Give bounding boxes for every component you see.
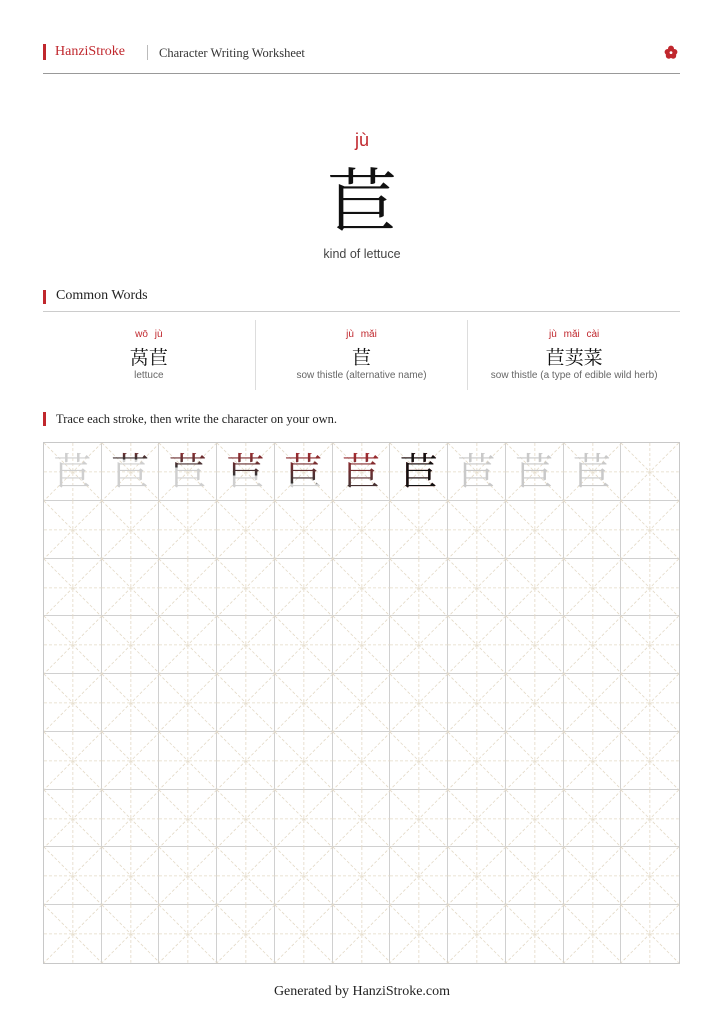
stroke-step-character: 苣 — [217, 443, 274, 500]
cell-guide-lines — [621, 443, 679, 501]
practice-cell[interactable] — [44, 501, 102, 559]
practice-cell[interactable] — [506, 790, 564, 848]
practice-cell[interactable] — [102, 905, 160, 963]
stroke-step-character: 苣 — [333, 443, 390, 500]
cell-guide-lines — [390, 559, 448, 617]
cell-guide-lines — [275, 905, 333, 963]
cell-guide-lines — [102, 790, 160, 848]
practice-cell[interactable] — [44, 905, 102, 963]
cell-guide-lines — [390, 847, 448, 905]
practice-cell[interactable] — [448, 790, 506, 848]
stroke-step-character: 苣 — [102, 443, 159, 500]
cell-guide-lines — [159, 790, 217, 848]
trace-cell[interactable] — [44, 443, 102, 501]
cell-guide-lines — [448, 616, 506, 674]
practice-cell[interactable] — [333, 501, 391, 559]
practice-cell[interactable] — [390, 501, 448, 559]
cell-guide-lines — [217, 674, 275, 732]
cell-guide-lines — [621, 790, 679, 848]
practice-cell[interactable] — [448, 905, 506, 963]
stroke-step-character: 苣 — [159, 443, 216, 500]
practice-cell[interactable] — [102, 732, 160, 790]
cell-guide-lines — [275, 674, 333, 732]
practice-cell[interactable] — [275, 559, 333, 617]
cell-guide-lines — [333, 559, 391, 617]
cell-guide-lines — [275, 559, 333, 617]
word-hanzi: 莴苣 — [129, 347, 168, 369]
practice-cell[interactable] — [102, 674, 160, 732]
cell-guide-lines — [44, 501, 102, 559]
practice-cell[interactable] — [217, 790, 275, 848]
practice-cell[interactable] — [506, 905, 564, 963]
worksheet-header — [43, 43, 680, 74]
practice-cell[interactable] — [564, 501, 622, 559]
trace-cell[interactable] — [217, 443, 275, 501]
section-divider — [43, 311, 680, 312]
practice-cell[interactable] — [448, 501, 506, 559]
cell-guide-lines — [217, 501, 275, 559]
practice-cell[interactable] — [333, 905, 391, 963]
cell-guide-lines — [621, 559, 679, 617]
cell-guide-lines — [102, 501, 160, 559]
trace-cell[interactable] — [448, 443, 506, 501]
trace-cell[interactable] — [159, 443, 217, 501]
cell-guide-lines — [390, 790, 448, 848]
cell-guide-lines — [275, 616, 333, 674]
cell-guide-lines — [159, 905, 217, 963]
brand-name[interactable]: HanziStroke — [55, 44, 125, 59]
practice-cell[interactable] — [390, 559, 448, 617]
practice-cell[interactable] — [217, 905, 275, 963]
header-divider — [147, 45, 148, 60]
cell-guide-lines — [333, 732, 391, 790]
cell-guide-lines — [448, 559, 506, 617]
word-card — [467, 320, 680, 390]
cell-guide-lines — [159, 732, 217, 790]
main-character: 苣 — [327, 161, 397, 243]
trace-character: 苣 — [515, 450, 554, 494]
practice-cell[interactable] — [333, 790, 391, 848]
practice-grid — [43, 442, 680, 964]
practice-cell[interactable] — [44, 790, 102, 848]
cell-guide-lines — [102, 847, 160, 905]
trace-cell[interactable] — [564, 443, 622, 501]
cell-guide-lines — [217, 790, 275, 848]
practice-cell[interactable] — [448, 616, 506, 674]
cell-guide-lines — [506, 905, 564, 963]
practice-cell[interactable] — [621, 501, 679, 559]
practice-cell[interactable] — [102, 559, 160, 617]
cell-guide-lines — [44, 790, 102, 848]
practice-cell[interactable] — [564, 616, 622, 674]
cell-guide-lines — [506, 847, 564, 905]
cell-guide-lines — [506, 501, 564, 559]
cell-guide-lines — [390, 905, 448, 963]
footer-credit: Generated by HanziStroke.com — [273, 984, 451, 999]
practice-cell[interactable] — [44, 847, 102, 905]
practice-cell[interactable] — [390, 790, 448, 848]
practice-cell[interactable] — [621, 559, 679, 617]
section-accent-bar — [43, 412, 46, 426]
cell-guide-lines — [333, 790, 391, 848]
stroke-step-character: 苣 — [399, 450, 438, 494]
header-title: Character Writing Worksheet — [159, 46, 305, 60]
cell-guide-lines — [564, 905, 622, 963]
character-pinyin: jù — [354, 130, 369, 150]
practice-cell[interactable] — [102, 616, 160, 674]
practice-cell[interactable] — [275, 674, 333, 732]
practice-cell[interactable] — [159, 559, 217, 617]
practice-cell[interactable] — [564, 559, 622, 617]
cell-guide-lines — [621, 616, 679, 674]
practice-cell[interactable] — [448, 559, 506, 617]
practice-cell[interactable] — [159, 674, 217, 732]
practice-cell[interactable] — [102, 501, 160, 559]
practice-cell[interactable] — [102, 790, 160, 848]
word-meaning: sow thistle (a type of edible wild herb) — [490, 370, 658, 381]
character-meaning: kind of lettuce — [323, 247, 401, 261]
practice-cell[interactable] — [102, 847, 160, 905]
practice-cell[interactable] — [275, 732, 333, 790]
cell-guide-lines — [159, 559, 217, 617]
practice-cell[interactable] — [44, 616, 102, 674]
practice-cell[interactable] — [448, 674, 506, 732]
trace-character: 苣 — [572, 450, 611, 494]
practice-cell[interactable] — [621, 847, 679, 905]
trace-cell[interactable] — [506, 443, 564, 501]
word-meaning: lettuce — [134, 370, 164, 381]
cell-guide-lines — [564, 732, 622, 790]
cell-guide-lines — [102, 674, 160, 732]
cell-guide-lines — [564, 674, 622, 732]
practice-cell[interactable] — [390, 847, 448, 905]
word-card — [43, 320, 255, 390]
practice-instruction: Trace each stroke, then write the character on your own. — [56, 412, 338, 426]
cell-guide-lines — [621, 501, 679, 559]
cell-guide-lines — [102, 616, 160, 674]
practice-cell[interactable] — [448, 847, 506, 905]
cell-guide-lines — [44, 559, 102, 617]
practice-cell[interactable] — [159, 790, 217, 848]
cell-guide-lines — [390, 674, 448, 732]
cell-guide-lines — [390, 616, 448, 674]
practice-cell[interactable] — [217, 559, 275, 617]
practice-cell[interactable] — [564, 674, 622, 732]
practice-cell[interactable] — [564, 847, 622, 905]
practice-cell[interactable] — [333, 616, 391, 674]
cell-guide-lines — [621, 674, 679, 732]
cell-guide-lines — [275, 790, 333, 848]
stroke-step-character: 苣 — [44, 443, 101, 500]
practice-cell[interactable] — [275, 905, 333, 963]
cell-guide-lines — [217, 847, 275, 905]
practice-cell[interactable] — [390, 616, 448, 674]
section-accent-bar — [43, 290, 46, 304]
cell-guide-lines — [333, 905, 391, 963]
cell-guide-lines — [102, 905, 160, 963]
practice-cell[interactable] — [333, 847, 391, 905]
cell-guide-lines — [333, 501, 391, 559]
word-pinyin: jù mǎi — [346, 329, 377, 340]
cell-guide-lines — [506, 674, 564, 732]
cell-guide-lines — [217, 732, 275, 790]
cell-guide-lines — [564, 559, 622, 617]
practice-cell[interactable] — [621, 790, 679, 848]
brand-accent-bar — [43, 44, 46, 60]
cell-guide-lines — [390, 501, 448, 559]
practice-cell[interactable] — [44, 674, 102, 732]
trace-character: 苣 — [457, 450, 496, 494]
cell-guide-lines — [275, 501, 333, 559]
word-hanzi: 苣 — [352, 347, 372, 369]
cell-guide-lines — [102, 732, 160, 790]
practice-cell[interactable] — [564, 732, 622, 790]
practice-cell[interactable] — [217, 732, 275, 790]
cell-guide-lines — [275, 732, 333, 790]
cell-guide-lines — [448, 674, 506, 732]
cell-guide-lines — [564, 790, 622, 848]
cell-guide-lines — [159, 847, 217, 905]
cell-guide-lines — [390, 732, 448, 790]
common-words-list — [43, 320, 680, 390]
trace-cell[interactable] — [275, 443, 333, 501]
cell-guide-lines — [44, 674, 102, 732]
practice-cell[interactable] — [217, 847, 275, 905]
cell-guide-lines — [102, 559, 160, 617]
practice-cell[interactable] — [159, 905, 217, 963]
cell-guide-lines — [506, 790, 564, 848]
practice-cell[interactable] — [390, 674, 448, 732]
practice-cell[interactable] — [217, 501, 275, 559]
practice-cell[interactable] — [506, 732, 564, 790]
practice-cell[interactable] — [448, 732, 506, 790]
cell-guide-lines — [159, 501, 217, 559]
practice-cell[interactable] — [506, 847, 564, 905]
practice-cell[interactable] — [333, 732, 391, 790]
trace-cell[interactable] — [390, 443, 448, 501]
cell-guide-lines — [506, 732, 564, 790]
word-hanzi: 苣荬菜 — [545, 347, 603, 369]
practice-cell[interactable] — [621, 674, 679, 732]
cell-guide-lines — [506, 616, 564, 674]
practice-cell[interactable] — [275, 847, 333, 905]
practice-cell[interactable] — [390, 732, 448, 790]
cell-guide-lines — [448, 501, 506, 559]
trace-cell[interactable] — [333, 443, 391, 501]
practice-cell[interactable] — [275, 790, 333, 848]
practice-cell[interactable] — [506, 501, 564, 559]
trace-cell[interactable] — [102, 443, 160, 501]
practice-cell[interactable] — [390, 905, 448, 963]
word-pinyin: jù mǎi cài — [549, 329, 600, 340]
cell-guide-lines — [275, 847, 333, 905]
practice-cell[interactable] — [159, 501, 217, 559]
practice-cell[interactable] — [621, 616, 679, 674]
word-card — [255, 320, 468, 390]
practice-cell[interactable] — [159, 616, 217, 674]
cell-guide-lines — [217, 616, 275, 674]
flower-icon — [664, 45, 678, 59]
cell-guide-lines — [621, 905, 679, 963]
common-words-title: Common Words — [56, 288, 148, 303]
cell-guide-lines — [564, 847, 622, 905]
practice-cell[interactable] — [564, 905, 622, 963]
cell-guide-lines — [506, 559, 564, 617]
cell-guide-lines — [159, 616, 217, 674]
practice-cell[interactable] — [564, 790, 622, 848]
cell-guide-lines — [564, 616, 622, 674]
cell-guide-lines — [333, 847, 391, 905]
cell-guide-lines — [448, 790, 506, 848]
trace-cell[interactable] — [621, 443, 679, 501]
word-pinyin: wō jù — [135, 329, 163, 340]
practice-cell[interactable] — [621, 905, 679, 963]
cell-guide-lines — [44, 847, 102, 905]
practice-cell[interactable] — [333, 674, 391, 732]
cell-guide-lines — [333, 674, 391, 732]
practice-cell[interactable] — [159, 732, 217, 790]
cell-guide-lines — [448, 732, 506, 790]
cell-guide-lines — [564, 501, 622, 559]
practice-cell[interactable] — [44, 732, 102, 790]
practice-cell[interactable] — [506, 616, 564, 674]
cell-guide-lines — [44, 905, 102, 963]
cell-guide-lines — [217, 559, 275, 617]
practice-cell[interactable] — [217, 616, 275, 674]
cell-guide-lines — [217, 905, 275, 963]
cell-guide-lines — [448, 847, 506, 905]
practice-cell[interactable] — [621, 732, 679, 790]
practice-cell[interactable] — [506, 559, 564, 617]
practice-cell[interactable] — [275, 616, 333, 674]
practice-cell[interactable] — [44, 559, 102, 617]
word-meaning: sow thistle (alternative name) — [296, 370, 427, 381]
practice-cell[interactable] — [275, 501, 333, 559]
cell-guide-lines — [44, 616, 102, 674]
cell-guide-lines — [448, 905, 506, 963]
cell-guide-lines — [621, 847, 679, 905]
cell-guide-lines — [621, 732, 679, 790]
cell-guide-lines — [159, 674, 217, 732]
cell-guide-lines — [44, 732, 102, 790]
cell-guide-lines — [333, 616, 391, 674]
practice-cell[interactable] — [159, 847, 217, 905]
practice-cell[interactable] — [333, 559, 391, 617]
practice-cell[interactable] — [506, 674, 564, 732]
practice-cell[interactable] — [217, 674, 275, 732]
stroke-step-character: 苣 — [275, 443, 332, 500]
